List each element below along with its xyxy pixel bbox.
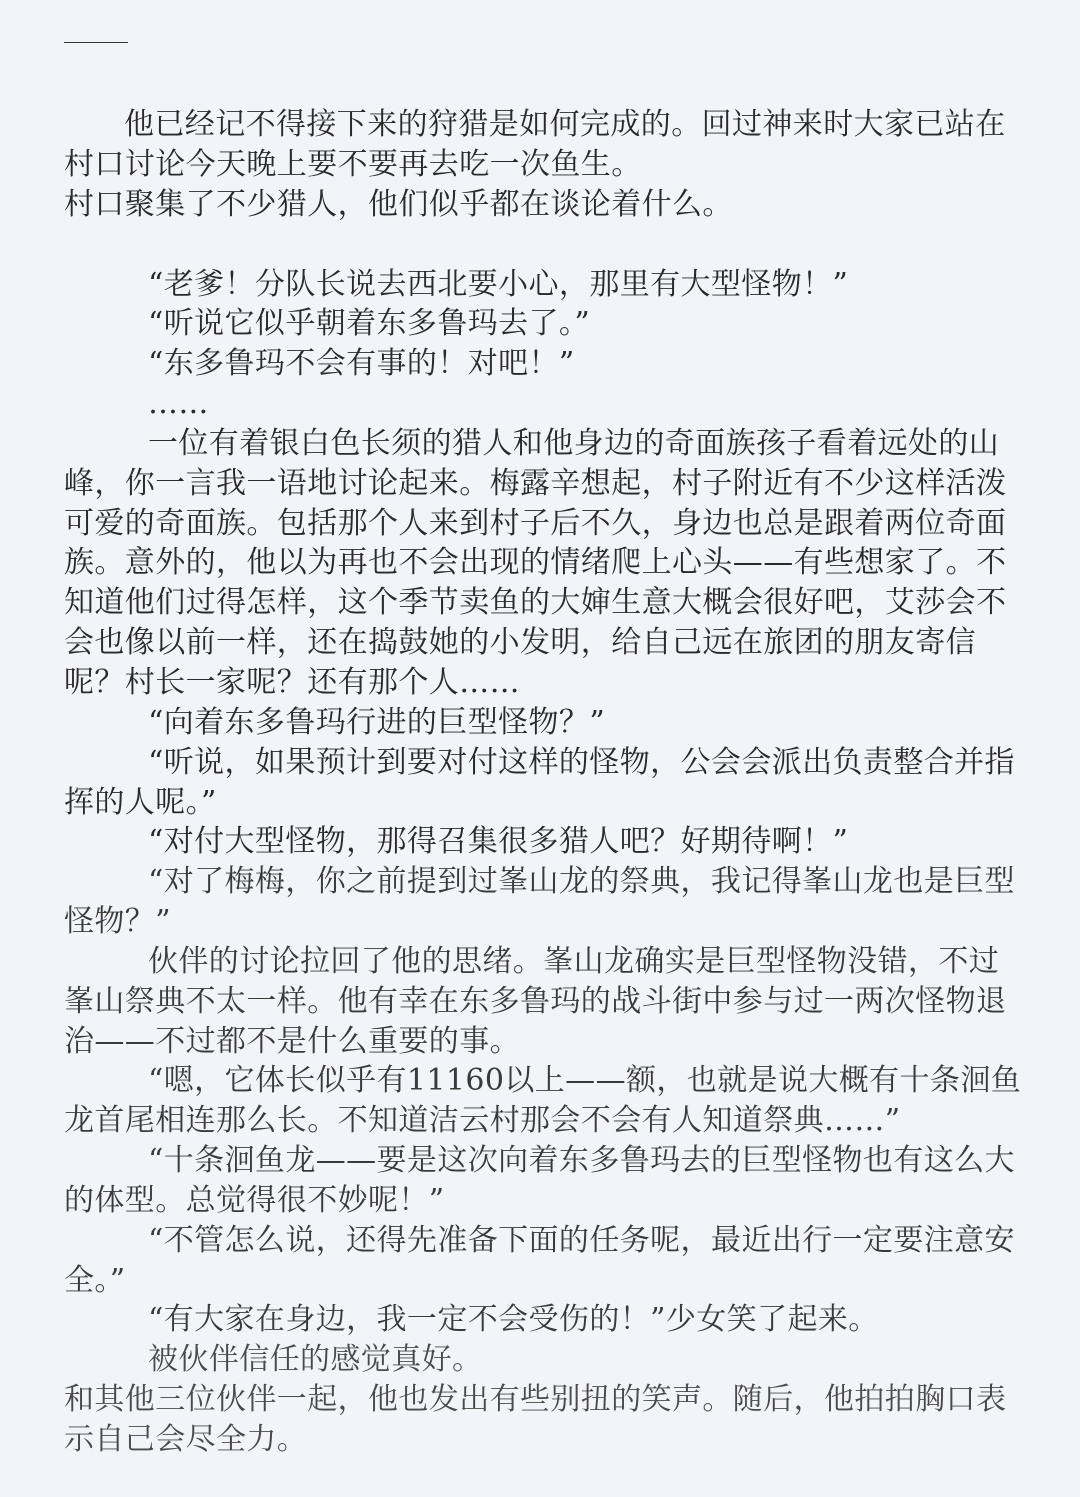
paragraph: 村口聚集了不少猎人，他们似乎都在谈论着什么。 <box>64 186 733 222</box>
dialogue-line: “对付大型怪物，那得召集很多猎人吧？好期待啊！” <box>148 824 849 860</box>
paragraph-gap <box>64 225 1028 265</box>
dialogue-line: “听说它似乎朝着东多鲁玛去了。” <box>148 306 591 342</box>
dialogue-line: “不管怎么说，还得先准备下面的任务呢，最近出行一定要注意安全。” <box>64 1222 1015 1298</box>
paragraph: 和其他三位伙伴一起，他也发出有些别扭的笑声。随后，他拍拍胸口表示自己会尽全力。 <box>64 1382 1007 1457</box>
paragraph: 一位有着银白色长须的猎人和他身边的奇面族孩子看着远处的山峰，你一言我一语地讨论起来。梅露辛想起，村子附近有不少这样活泼可爱的奇面族。包括那个人来到村子后不久，身边也总是跟着两位奇面族。意外的，他以为再也不会出现的情绪爬上心头——有些想家了。不知道他们过得怎样，这个季节卖鱼的大婶生意大概会很好吧，艾莎会不会也像以前一样，还在捣鼓她的小发明，给自己远在旅团的朋友寄信呢？村长一家呢？还有那个人…… <box>64 425 1007 700</box>
dialogue-line: “十条洄鱼龙——要是这次向着东多鲁玛去的巨型怪物也有这么大的体型。总觉得很不妙呢！” <box>64 1143 1015 1218</box>
dialogue-line: “向着东多鲁玛行进的巨型怪物？” <box>148 704 606 740</box>
dialogue-line: “老爹！分队长说去西北要小心，那里有大型怪物！” <box>148 266 849 302</box>
dialogue-line: “东多鲁玛不会有事的！对吧！” <box>148 346 575 382</box>
dialogue-line: “嗯，它体长似乎有11160以上——额，也就是说大概有十条洄鱼龙首尾相连那么长。不知道洁云村那会不会有人知道祭典……” <box>64 1063 1022 1139</box>
separator-line <box>64 42 128 43</box>
dialogue-line: “对了梅梅，你之前提到过峯山龙的祭典，我记得峯山龙也是巨型怪物？” <box>64 864 1015 940</box>
ellipsis-line: …… <box>148 386 209 422</box>
dialogue-line: “听说，如果预计到要对付这样的怪物，公会会派出负责整合并指挥的人呢。” <box>64 744 1015 820</box>
paragraph: 被伙伴信任的感觉真好。 <box>148 1342 483 1378</box>
paragraph: 伙伴的讨论拉回了他的思绪。峯山龙确实是巨型怪物没错，不过峯山祭典不太一样。他有幸在东多鲁玛的战斗街中参与过一两次怪物退治——不过都不是什么重要的事。 <box>64 943 1007 1059</box>
paragraph: 他已经记不得接下来的狩猎是如何完成的。回过神来时大家已站在村口讨论今天晚上要不要再去吃一次鱼生。 <box>64 107 1006 182</box>
dialogue-line: “有大家在身边，我一定不会受伤的！”少女笑了起来。 <box>148 1302 879 1338</box>
story-text <box>64 105 1028 1460</box>
